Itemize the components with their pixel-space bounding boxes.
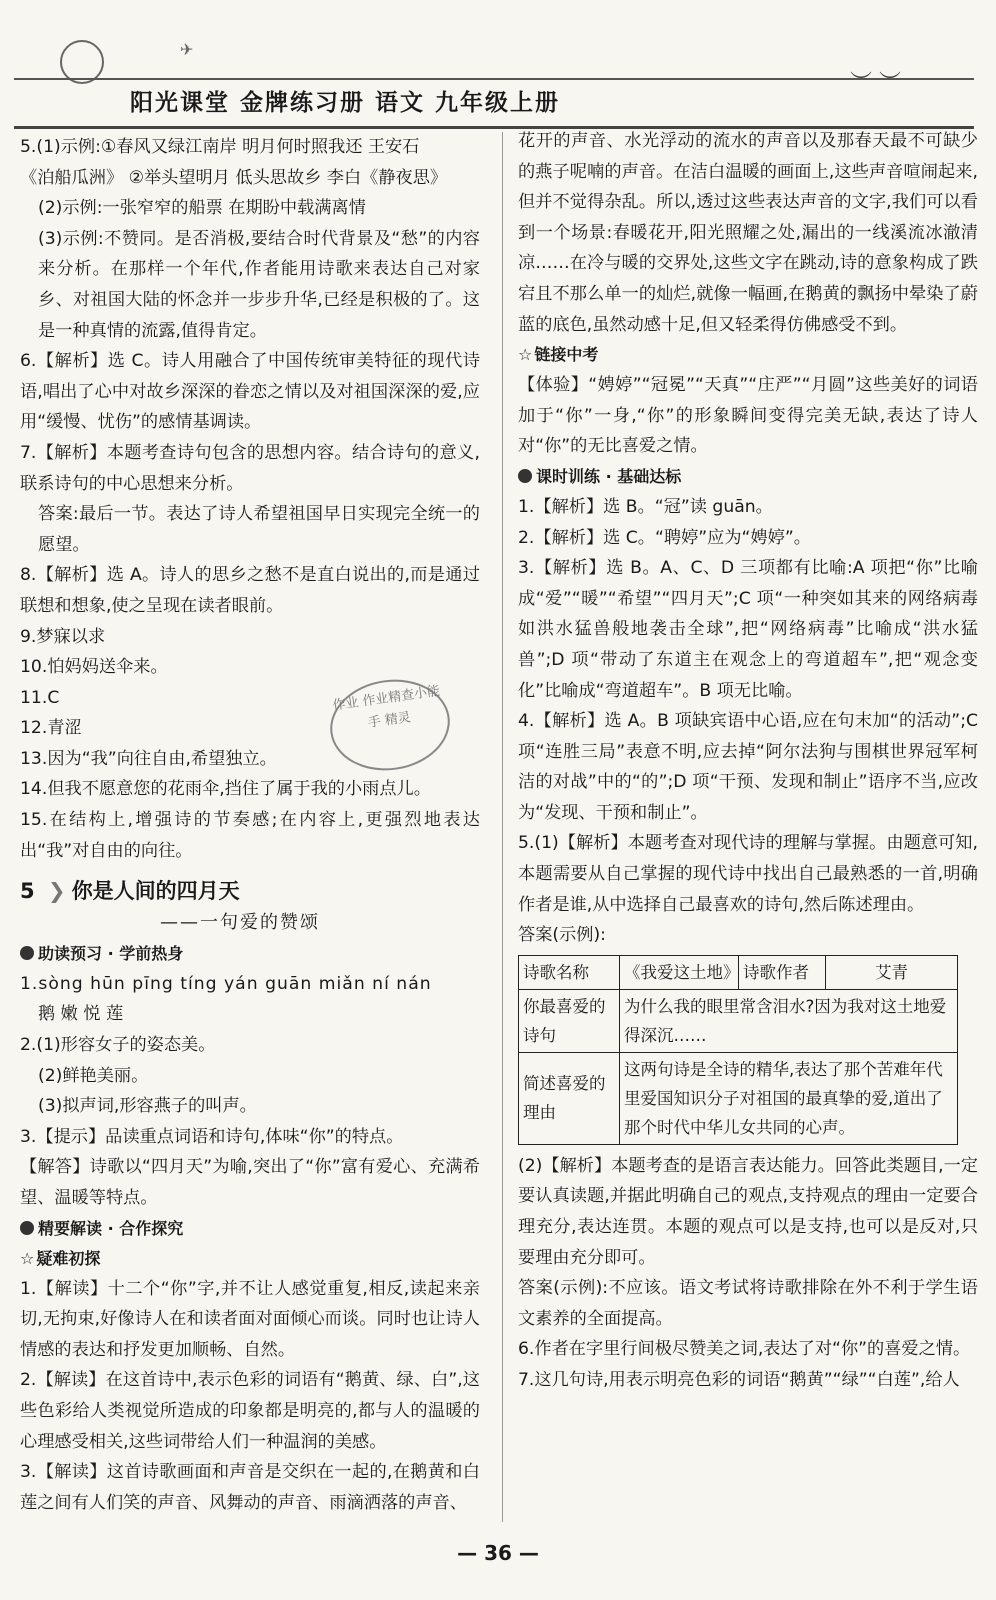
d3-continued: 花开的声音、水光浮动的流水的声音以及那春天最不可缺少的燕子呢喃的声音。在洁白温暖的画面上,这些声音喧闹起来,但并不觉得杂乱。所以,透过这些表达声音的文字,我们可以看到一个场景:春暖花开,阳光照耀之处,漏出的一线溪流冰澈清凉……在冷与暖的交界处,这些文字在跳动,诗的意象构成了跌宕且不那么单一的灿烂,就像一幅画,在鹅黄的飘扬中晕染了蔚蓝的底色,虽然动感十足,但又轻柔得仿佛感受不到。 [518, 131, 978, 335]
section-practice-heading [518, 462, 978, 492]
q9-answer: 9.梦寐以求 [20, 626, 106, 647]
lesson-number: 5 [20, 879, 35, 904]
r6-answer: 6.作者在字里行间极尽赞美之词,表达了对“你”的喜爱之情。 [518, 1339, 971, 1360]
q7-answer: 答案:最后一节。表达了诗人希望祖国早日实现完全统一的愿望。 [38, 504, 480, 555]
q15-answer: 15.在结构上,增强诗的节奏感;在内容上,更强烈地表达出“我”对自由的向往。 [20, 810, 480, 861]
section-icon [20, 1221, 34, 1235]
experience-text: 【体验】“娉婷”“冠冕”“天真”“庄严”“月圆”这些美好的词语加于“你”一身,“你”的形象瞬间变得完美无缺,表达了诗人对“你”的无比喜爱之情。 [518, 375, 978, 457]
homework-stamp: 作业 作业精查小能手 精灵 [324, 672, 455, 778]
q8-answer: 8.【解析】选 A。诗人的思乡之愁不是直白说出的,而是通过联想和想象,使之呈现在读者眼前。 [20, 565, 480, 616]
section-explore-heading [20, 1214, 480, 1244]
table-cell: 简述喜爱的理由 [519, 1052, 620, 1144]
section-preview-heading [20, 939, 480, 969]
table-row [519, 1052, 958, 1144]
star-icon: ☆ [20, 1248, 35, 1268]
d1-answer: 1.【解读】十二个“你”字,并不让人感觉重复,相反,读起来亲切,无拘束,好像诗人在和读者面对面倾心而谈。同时也让诗人情感的表达和抒发更加顺畅、自然。 [20, 1278, 480, 1360]
q13-answer: 13.因为“我”向往自由,希望独立。 [20, 748, 277, 769]
column-divider [502, 132, 503, 1522]
r2-answer: 2.【解析】选 C。“聘婷”应为“娉婷”。 [518, 527, 811, 548]
table-cell: 诗歌作者 [739, 955, 826, 989]
lesson-title [20, 874, 480, 908]
right-column [518, 126, 978, 1396]
paper-plane-icon: ✈ [180, 40, 194, 59]
q7-analysis: 7.【解析】本题考查诗句包含的思想内容。结合诗句的意义,联系诗句的中心思想来分析。 [20, 442, 480, 494]
table-cell: 《我爱这土地》 [620, 955, 739, 989]
r5-answer-label: 答案(示例): [518, 925, 606, 946]
r5-part2-answer: 答案(示例):不应该。语文考试将诗歌排除在外不利于学生语文素养的全面提高。 [518, 1278, 978, 1329]
chevron-right-icon: ❯ [48, 879, 66, 904]
section-explore-label: 精要解读 · 合作探究 [38, 1218, 184, 1238]
p2-part2: (2)鲜艳美丽。 [38, 1065, 149, 1086]
pinyin-answers: 1.sòng hūn pīng tíng yán guān miǎn ní nán [20, 973, 432, 994]
subsection-exam-link-label: 链接中考 [534, 345, 599, 365]
q5-line2: 《泊船瓜洲》 ②举头望明月 低头思故乡 李白《静夜思》 [20, 167, 448, 188]
q6-answer: 6.【解析】选 C。诗人用融合了中国传统审美特征的现代诗语,唱出了心中对故乡深深的眷恋之情以及对祖国深深的爱,应用“缓慢、忧伤”的感情基调读。 [20, 351, 480, 433]
table-cell: 这两句诗是全诗的精华,表达了那个苦难年代里爱国知识分子对祖国的最真挚的爱,道出了那个时代中华儿女共同的心声。 [620, 1052, 958, 1144]
subsection-exam-link [518, 340, 978, 370]
p3-hint: 3.【提示】品读重点词语和诗句,体味“你”的特点。 [20, 1126, 404, 1147]
poem-answer-table [518, 955, 958, 1145]
birds-icon: ︶ ︶ [850, 71, 901, 96]
page-header [0, 0, 996, 130]
table-cell: 诗歌名称 [519, 955, 620, 989]
lesson-subtitle: ——一句爱的赞颂 [160, 912, 320, 934]
q11-answer: 11.C [20, 687, 60, 708]
r7-answer: 7.这几句诗,用表示明亮色彩的词语“鹅黄”“绿”“白莲”,给人 [518, 1370, 960, 1390]
table-cell: 为什么我的眼里常含泪水?因为我对这土地爱得深沉…… [620, 989, 958, 1052]
section-preview-label: 助读预习 · 学前热身 [38, 943, 184, 963]
q5-line1: 5.(1)示例:①春风又绿江南岸 明月何时照我还 王安石 [20, 137, 420, 157]
page-number: — 36 — [457, 1541, 539, 1565]
r5-part2-analysis: (2)【解析】本题考查的是语言表达能力。回答此类题目,一定要认真读题,并据此明确自己的观点,支持观点的理由一定要合理充分,表达连贯。本题的观点可以是支持,也可以是反对,只要理由充分即可。 [518, 1155, 978, 1268]
section-icon [518, 469, 532, 483]
q12-answer: 12.青涩 [20, 718, 82, 739]
q14-answer: 14.但我不愿意您的花雨伞,挡住了属于我的小雨点儿。 [20, 779, 431, 800]
char-answers: 鹅 嫩 悦 莲 [38, 1004, 124, 1025]
star-icon: ☆ [518, 345, 533, 365]
q5-part2: (2)示例:一张窄窄的船票 在期盼中载满离情 [38, 198, 366, 219]
table-cell: 你最喜爱的诗句 [519, 989, 620, 1052]
lesson-name: 你是人间的四月天 [71, 879, 240, 904]
section-practice-label: 课时训练 · 基础达标 [536, 466, 682, 486]
p2-part3: (3)拟声词,形容燕子的叫声。 [38, 1096, 257, 1117]
left-column [20, 132, 480, 1518]
r5-analysis: 5.(1)【解析】本题考查对现代诗的理解与掌握。由题意可知,本题需要从自己掌握的现代诗中找出自己最熟悉的一首,明确作者是谁,从中选择自己最喜欢的诗句,然后陈述理由。 [518, 833, 978, 915]
subsection-difficulty [20, 1244, 480, 1274]
table-row [519, 955, 958, 989]
d3-answer: 3.【解读】这首诗歌画面和声音是交织在一起的,在鹅黄和白莲之间有人们笑的声音、风舞动的声音、雨滴洒落的声音、 [20, 1462, 480, 1513]
r1-answer: 1.【解析】选 B。“冠”读 guān。 [518, 496, 773, 517]
subsection-difficulty-label: 疑难初探 [36, 1248, 101, 1268]
p2-part1: 2.(1)形容女子的姿态美。 [20, 1035, 216, 1056]
section-icon [20, 946, 34, 960]
q10-answer: 10.怕妈妈送伞来。 [20, 657, 168, 678]
d2-answer: 2.【解读】在这首诗中,表示色彩的词语有“鹅黄、绿、白”,这些色彩给人类视觉所造成的印象都是明亮的,都与人的温暖的心理感受相关,这些词带给人们一种温润的美感。 [20, 1370, 480, 1452]
r4-answer: 4.【解析】选 A。B 项缺宾语中心语,应在句末加“的活动”;C 项“连胜三局”表意不明,应去掉“阿尔法狗与围棋世界冠军柯洁的对战”中的“的”;D 项“干预、发现和制止”语序不当,应改为“发现、干预和制止”。 [518, 711, 978, 823]
q5-part3: (3)示例:不赞同。是否消极,要结合时代背景及“愁”的内容来分析。在那样一个年代,作者能用诗歌来表达自己对家乡、对祖国大陆的怀念并一步步升华,已经是积极的了。这是一种真情的流露,值得肯定。 [38, 228, 480, 341]
book-title: 阳光课堂 金牌练习册 语文 九年级上册 [130, 90, 561, 116]
r3-answer: 3.【解析】选 B。A、C、D 三项都有比喻:A 项把“你”比喻成“爱”“暖”“希望”“四月天”;C 项“一种突如其来的网络病毒如洪水猛兽般地袭击全球”,把“网络病毒”比喻成“洪水猛兽”;D 项“带动了东道主在观念上的弯道超车”,把“观念变化”比喻成“弯道超车”。B 项无比喻。 [518, 558, 978, 701]
table-cell: 艾青 [826, 955, 958, 989]
p3-answer: 【解答】诗歌以“四月天”为喻,突出了“你”富有爱心、充满希望、温暖等特点。 [20, 1157, 480, 1208]
table-row [519, 989, 958, 1052]
